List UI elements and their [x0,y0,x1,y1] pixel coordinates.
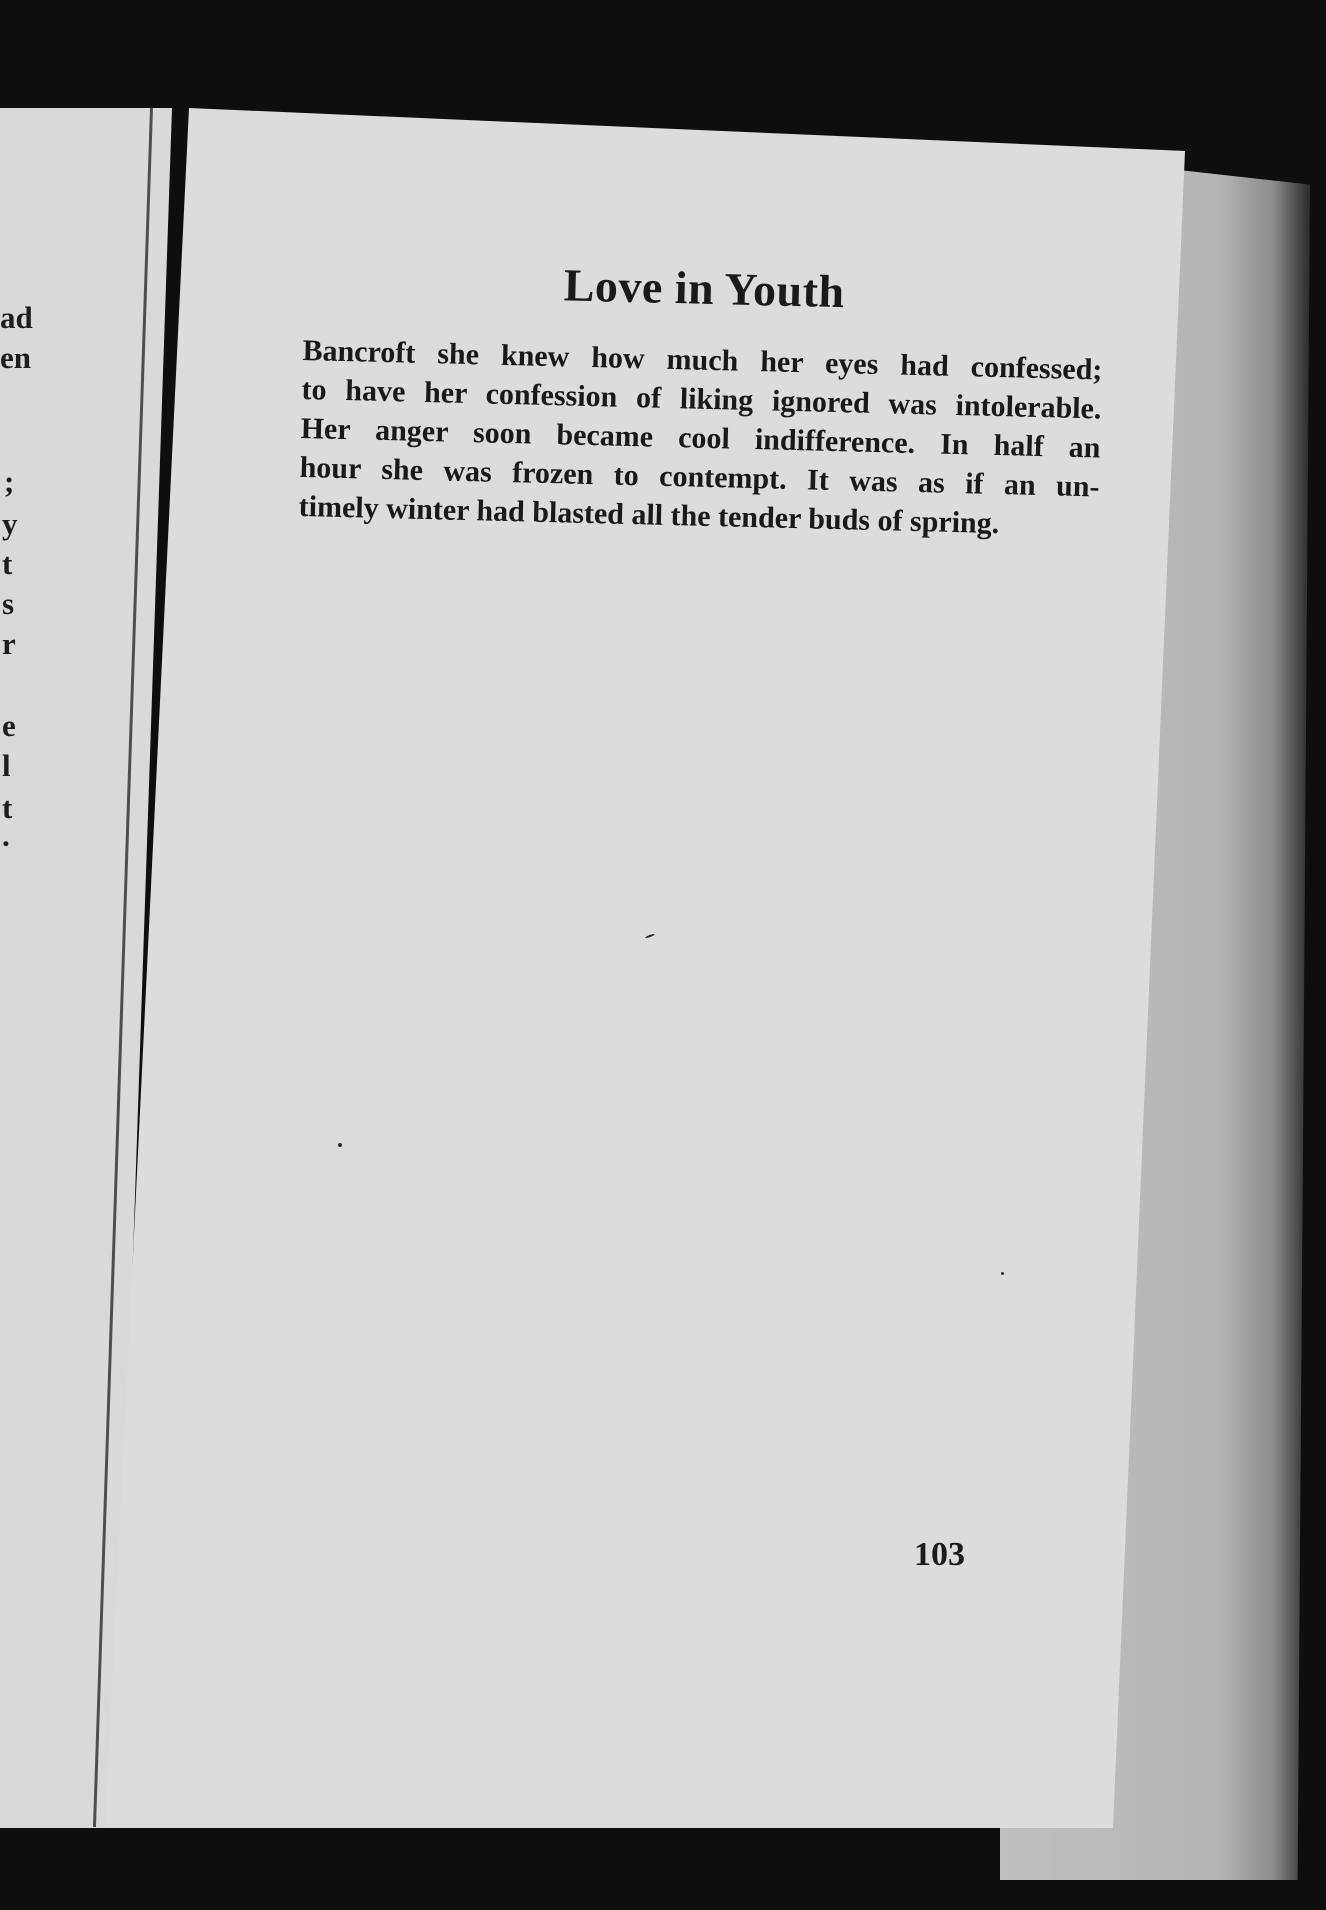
left-page-line-end: e [2,708,16,743]
body-line: Bancroft she knew how much her eyes had confessed; [302,333,1103,387]
left-page-line-end: t [2,790,13,825]
left-page-line-end: s [2,586,15,621]
page-number: 103 [914,1536,965,1573]
left-page-line-end: t [2,546,13,581]
left-page-line-end: y [2,506,18,541]
left-page-line-end: l [2,748,11,783]
body-line: Her anger soon became cool indifference. In half an [300,411,1101,465]
body-line: timely winter had blasted all the tender buds of spring. [298,489,1000,541]
left-page-line-end: ad [0,300,33,335]
body-line: to have her confession of liking ignored was intolerable. [301,372,1102,426]
paper-speck [1001,1272,1004,1275]
left-page-line-end: ; [4,464,15,499]
page-content [298,252,1104,545]
left-page-line-end: . [2,818,10,853]
running-title: Love in Youth [563,259,846,318]
body-line: hour she was frozen to contempt. It was as if an un- [299,450,1100,504]
left-page-line-end: r [2,626,16,661]
paper-speck [338,1143,342,1147]
left-page-line-end: en [0,340,31,375]
body-paragraph [298,331,1103,545]
